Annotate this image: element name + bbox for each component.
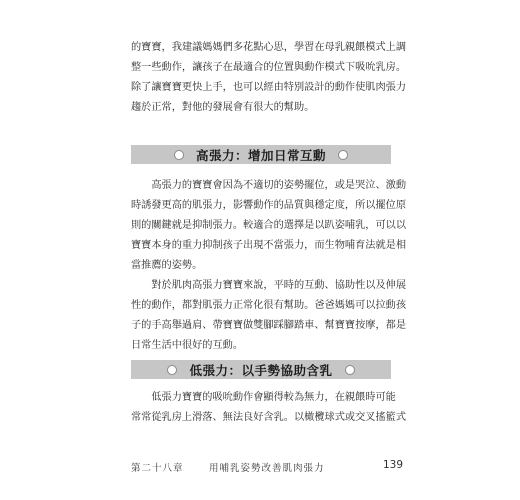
text-line: 寶寶本身的重力抑制孩子出現不當張力，而生物哺育法就是相 (131, 240, 407, 251)
text-line: 的寶寶，我建議媽媽們多花點心思，學習在母乳親餵模式上調 (131, 42, 407, 53)
low-tone-paragraph (131, 388, 407, 428)
text-line: 當推薦的姿勢。 (131, 260, 203, 271)
text-line: 則的關鍵就是抑制張力。較適合的選擇是以趴姿哺乳，可以以 (131, 220, 407, 231)
bullet-dot-icon (345, 365, 355, 375)
bullet-dot-icon (174, 150, 184, 160)
heading-text: 低張力：以手勢協助含乳 (189, 362, 333, 378)
page-number: 139 (382, 459, 403, 471)
bullet-dot-icon (338, 150, 348, 160)
high-tone-paragraph-2 (131, 276, 407, 356)
text-line: 日常生活中很好的互動。 (131, 340, 244, 351)
chapter-label: 第二十八章 (131, 463, 184, 474)
section-heading-low-tone (131, 360, 391, 379)
text-line: 除了讓寶寶更快上手，也可以經由特別設計的動作使肌肉張力 (131, 82, 407, 93)
chapter-title: 用哺乳姿勢改善肌肉張力 (209, 463, 325, 474)
text-line: 子的手高舉過肩、帶寶寶做雙腳踩腳踏車、幫寶寶按摩，都是 (131, 320, 407, 331)
text-line: 性的動作，都對肌張力正常化很有幫助。爸爸媽媽可以拉動孩 (131, 300, 407, 311)
text-line: 時誘發更高的肌張力，影響動作的品質與穩定度，所以擺位原 (131, 200, 407, 211)
section-heading-high-tone (131, 145, 391, 164)
text-line: 高張力的寶寶會因為不適切的姿勢擺位，或是哭泣、激動 (131, 180, 407, 191)
high-tone-paragraph-1 (131, 176, 407, 276)
bullet-dot-icon (167, 365, 177, 375)
text-line: 對於肌肉高張力寶寶來說，平時的互動、協助性以及伸展 (131, 280, 407, 291)
text-line: 趨於正常，對他的發展會有很大的幫助。 (131, 102, 315, 113)
intro-paragraph (131, 38, 407, 118)
text-line: 整一些動作，讓孩子在最適合的位置與動作模式下吸吮乳房。 (131, 62, 407, 73)
text-line: 低張力寶寶的吸吮動作會顯得較為無力，在親餵時可能 (131, 392, 396, 403)
heading-text: 高張力：增加日常互動 (195, 147, 326, 163)
text-line: 常常從乳房上滑落、無法良好含乳。以橄欖球式或交叉搖籃式 (131, 412, 407, 423)
